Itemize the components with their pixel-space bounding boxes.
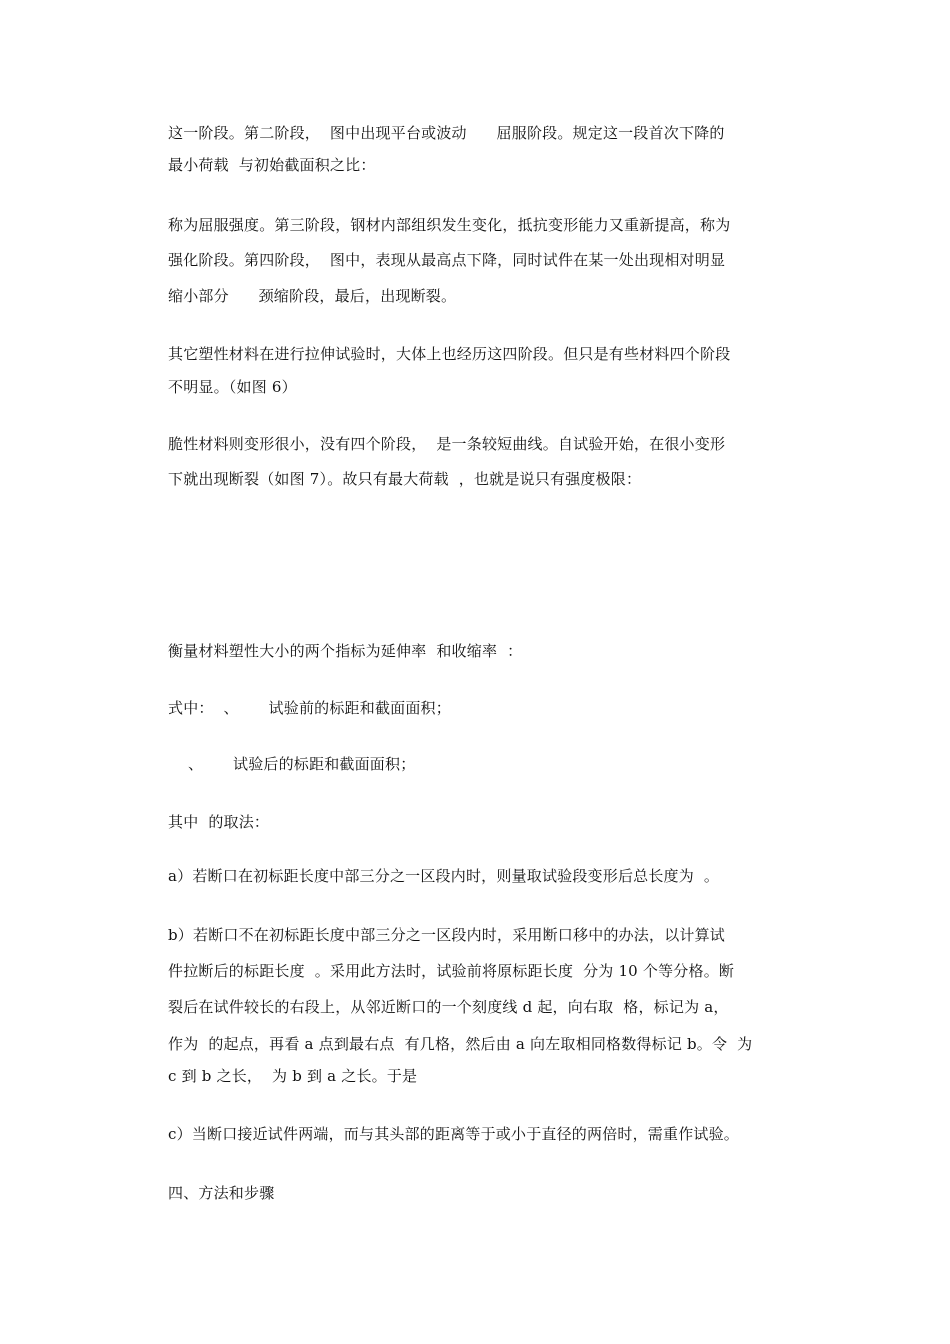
text-line: 强化阶段。第四阶段， 图中，表现从最高点下降，同时试件在某一处出现相对明显 — [168, 251, 726, 269]
text-line: 作为 的起点，再看 a 点到最右点 有几格，然后由 a 向左取相同格数得标记 b。令 为 — [168, 1035, 753, 1053]
text-line: 称为屈服强度。第三阶段，钢材内部组织发生变化，抵抗变形能力又重新提高，称为 — [168, 216, 731, 234]
text-line: 式中： 、 试验前的标距和截面面积； — [168, 699, 451, 717]
text-line: b）若断口不在初标距长度中部三分之一区段内时，采用断口移中的办法，以计算试 — [168, 926, 726, 944]
text-line: c）当断口接近试件两端，而与其头部的距离等于或小于直径的两倍时，需重作试验。 — [168, 1125, 740, 1143]
text-line: 衡量材料塑性大小的两个指标为延伸率 和收缩率 ： — [168, 642, 523, 660]
text-line: 其中 的取法： — [168, 813, 270, 831]
text-line: 下就出现断裂（如图 7）。故只有最大荷载 ，也就是说只有强度极限： — [168, 470, 642, 488]
section-heading: 四、方法和步骤 — [168, 1184, 275, 1202]
text-line: 裂后在试件较长的右段上，从邻近断口的一个刻度线 d 起，向右取 格，标记为 a， — [168, 998, 729, 1016]
text-line: 脆性材料则变形很小，没有四个阶段， 是一条较短曲线。自试验开始，在很小变形 — [168, 435, 726, 453]
text-line: 其它塑性材料在进行拉伸试验时，大体上也经历这四阶段。但只是有些材料四个阶段 — [168, 345, 731, 363]
text-line: 这一阶段。第二阶段， 图中出现平台或波动 屈服阶段。规定这一段首次下降的 — [168, 124, 725, 142]
text-line: c 到 b 之长， 为 b 到 a 之长。于是 — [168, 1067, 418, 1085]
text-line: a）若断口在初标距长度中部三分之一区段内时，则量取试验段变形后总长度为 。 — [168, 867, 720, 885]
text-line: 不明显。（如图 6） — [168, 378, 297, 396]
text-line: 件拉断后的标距长度 。采用此方法时，试验前将原标距长度 分为 10 个等分格。断 — [168, 962, 735, 980]
text-line: 最小荷载 与初始截面积之比： — [168, 156, 376, 174]
text-line: 缩小部分 颈缩阶段，最后，出现断裂。 — [168, 287, 457, 305]
text-line: 、 试验后的标距和截面面积； — [188, 755, 416, 773]
